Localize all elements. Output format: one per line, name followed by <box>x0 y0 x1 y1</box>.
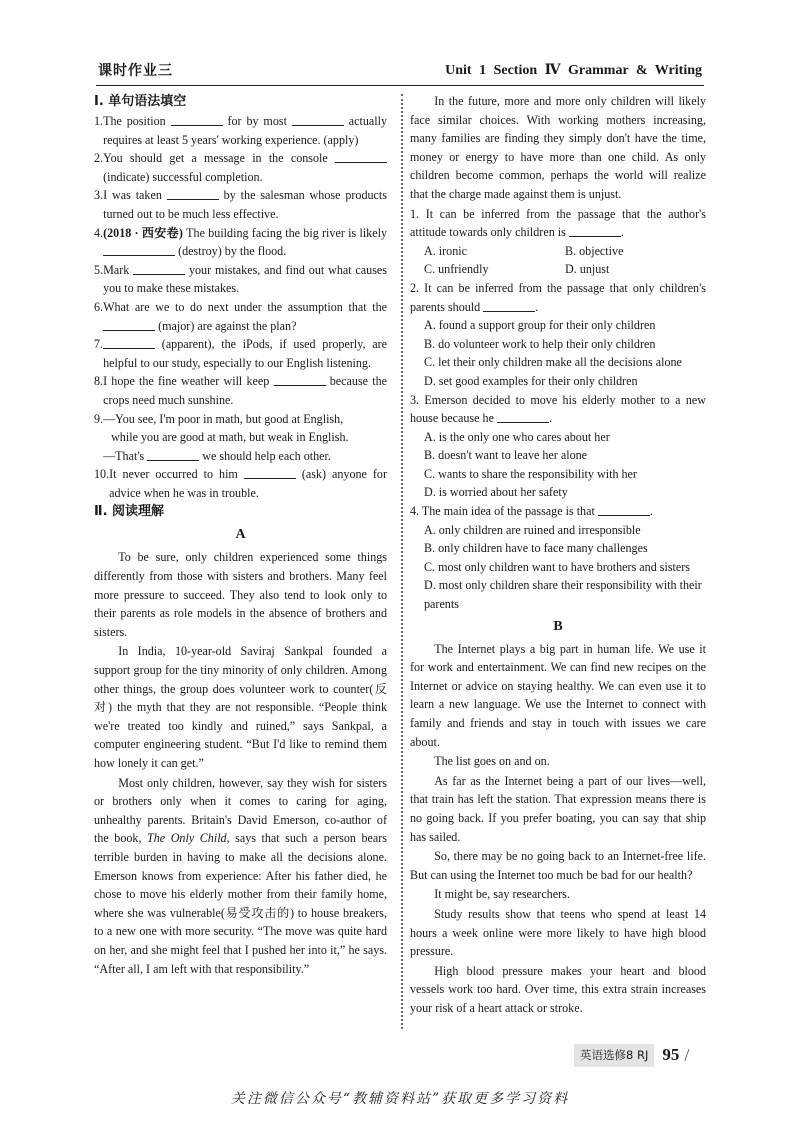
option[interactable]: A. ironic <box>424 243 467 258</box>
passage-a-label: A <box>235 527 246 543</box>
question-4: 4. (2018 · 西安卷) The building facing the big river is likely (destroy) by the flood. <box>94 225 388 259</box>
question-8: 8. I hope the fine weather will keep because the crops need much sunshine. <box>94 374 388 407</box>
option[interactable]: B. doesn't want to leave her alone <box>424 448 588 463</box>
question-5: 5. Mark your mistakes, and find out what causes you to make these mistakes. <box>94 262 387 296</box>
passage-b-paragraph: As far as the Internet being a part of our lives—well, that train has left the station. That expression means there is no going back. If you prefer boating, you can say that ship has sailed. <box>410 773 706 844</box>
answer-blank[interactable] <box>497 410 549 423</box>
question-a1: 1. It can be inferred from the passage that the author's attitude towards only children is . A. ironic B. objective C. unfriendly D. unjust <box>410 205 706 279</box>
header-rule <box>96 85 704 86</box>
section2-title: Ⅱ. 阅读理解 <box>94 504 165 520</box>
header-left: 课时作业三 <box>98 63 173 79</box>
answer-blank[interactable] <box>483 299 535 312</box>
passage-a-paragraph: In India, 10-year-old Saviraj Sankpal founded a support group for the tiny minority of only children. Among other things, the group does volunteer work to counter(反对) the myth that they are not responsible. “People think we're treated too kindly and ruined,” says Sankpal, a computer engineering student. “But I'd like to remind them how lonely it can get.” <box>94 644 387 770</box>
option[interactable]: C. most only children want to have brothers and sisters <box>424 559 691 574</box>
answer-blank[interactable] <box>147 448 199 461</box>
answer-blank[interactable] <box>598 503 650 516</box>
question-10: 10. It never occurred to him (ask) anyone for advice when he was in trouble. <box>94 467 387 500</box>
answer-blank[interactable] <box>167 187 219 200</box>
passage-b-paragraph: The Internet plays a big part in human life. We use it for work and entertainment. We can find new recipes on the Internet or advice on staying healthy. We can even use it to learn a new language. We use the Internet to connect with family and friends and stay in touch with issues we care about. <box>410 641 706 749</box>
book-title: The Only Child <box>147 831 227 846</box>
right-column <box>410 92 706 1019</box>
option[interactable]: A. found a support group for their only children <box>424 318 656 333</box>
option[interactable]: A. only children are ruined and irresponsible <box>424 522 641 537</box>
option[interactable]: C. unfriendly <box>424 262 489 277</box>
answer-blank[interactable] <box>569 224 621 237</box>
option[interactable]: D. unjust <box>565 262 610 277</box>
passage-b-paragraph: The list goes on and on. <box>434 754 550 769</box>
passage-b-paragraph: It might be, say researchers. <box>434 887 570 902</box>
option[interactable]: C. let their only children make all the decisions alone <box>424 355 682 370</box>
left-column <box>94 92 387 979</box>
option[interactable]: D. most only children share their responsibility with their parents <box>424 578 702 612</box>
passage-a-paragraph: Most only children, however, say they wish for sisters or brothers only when it comes to caring for aging, unhealthy parents. Britain's David Emerson, co-author of the book, The Only Child, says that such a person bears terrible burden in having to make all the decisions alone. Emerson knows from experience: After his father died, he chose to move his elderly mother from their family home, where she was vulnerable(易受攻击的) to house breakers, to a new one with more security. “The move was quite hard on her, and she might feel that I pushed her into it,” he says. “After all, I am left with that responsibility.” <box>94 775 388 976</box>
book-label: 英语选修8 RJ <box>574 1044 654 1067</box>
option[interactable]: C. wants to share the responsibility with her <box>424 466 637 481</box>
answer-blank[interactable] <box>335 150 387 163</box>
question-a3: 3. Emerson decided to move his elderly mother to a new house because he . A. is the only one who cares about her B. doesn't want to leave her alone C. wants to share the responsibility with her D. is worried about her safety <box>410 391 706 503</box>
passage-a-paragraph: In the future, more and more only children will likely face similar choices. With working mothers increasing, many families are finding they simply don't have the time, money or energy to have more than one child. As only children become common, perhaps the world will realize that the charge made against them is unjust. <box>410 94 706 201</box>
exam-source-tag: (2018 · 西安卷) <box>103 225 183 240</box>
option[interactable]: A. is the only one who cares about her <box>424 429 610 444</box>
page-number: 95 <box>662 1045 680 1064</box>
option[interactable]: B. only children have to face many challenges <box>424 541 648 556</box>
answer-blank[interactable] <box>103 336 155 349</box>
answer-blank[interactable] <box>133 262 185 275</box>
question-7: 7. (apparent), the iPods, if used properly, are helpful to our study, especially to our English listening. <box>94 337 387 370</box>
answer-blank[interactable] <box>274 373 326 386</box>
handwritten-note: 关注微信公众号“教辅资料站”获取更多学习资料 <box>230 1091 570 1107</box>
answer-blank[interactable] <box>292 113 344 126</box>
question-3: 3. I was taken by the salesman whose products turned out to be much less effective. <box>94 188 387 221</box>
passage-b-paragraph: High blood pressure makes your heart and blood vessels work too hard. Over time, this extra strain increases your risk of a heart attack or stroke. <box>410 963 706 1015</box>
question-a2: 2. It can be inferred from the passage that only children's parents should . A. found a support group for their only children B. do volunteer work to help their only children C. let their only children make all the decisions alone D. set good examples for their only children <box>410 279 706 391</box>
footer-slash: / <box>684 1045 690 1065</box>
section1-title: Ⅰ. 单句语法填空 <box>94 94 187 109</box>
column-divider <box>401 94 403 1029</box>
header-right: Unit 1 Section Ⅳ Grammar & Writing <box>445 63 702 78</box>
option[interactable]: B. do volunteer work to help their only children <box>424 336 656 351</box>
passage-b-label: B <box>553 618 563 634</box>
question-6: 6. What are we to do next under the assumption that the (major) are against the plan? <box>94 299 387 333</box>
answer-blank[interactable] <box>171 113 223 126</box>
page-footer <box>574 1044 689 1067</box>
question-2: 2. You should get a message in the console (indicate) successful completion. <box>94 149 387 186</box>
option[interactable]: B. objective <box>565 243 624 258</box>
answer-blank[interactable] <box>244 466 296 479</box>
passage-a-paragraph: To be sure, only children experienced some things differently from those with sisters and brothers. Many feel more pressure to succeed. They also tend to look only to their parents as role models in the absence of brothers and sisters. <box>94 550 387 639</box>
question-1: 1. The position for by most actually requires at least 5 years' working experience. (apply) <box>94 114 387 147</box>
question-9: 9. —You see, I'm poor in math, but good at English, while you are good at math, but weak in English. —That's we should help each other. <box>94 411 349 463</box>
answer-blank[interactable] <box>103 318 155 331</box>
passage-b-paragraph: So, there may be no going back to an Internet-free life. But can using the Internet too much be bad for our health? <box>410 849 706 882</box>
answer-blank[interactable] <box>103 243 175 256</box>
passage-b-paragraph: Study results show that teens who spend at least 14 hours a week online were more likely to have high blood pressure. <box>410 906 706 959</box>
option[interactable]: D. is worried about her safety <box>424 485 568 500</box>
option[interactable]: D. set good examples for their only children <box>424 373 638 388</box>
question-a4: 4. The main idea of the passage is that . A. only children are ruined and irresponsible B. only children have to face many challenges C. most only children want to have brothers and sisters D. most only children share their responsibility with their parents <box>410 502 706 614</box>
